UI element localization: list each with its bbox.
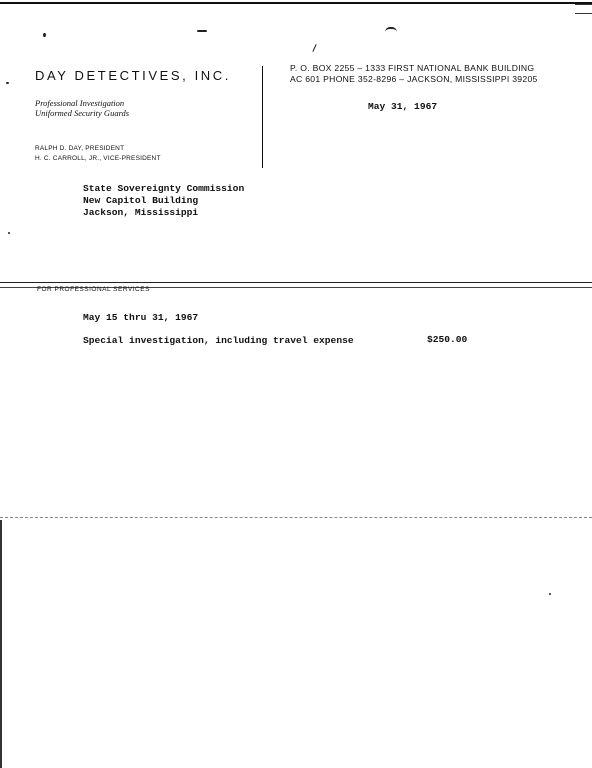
scan-fold-rule — [0, 517, 592, 518]
billing-period: May 15 thru 31, 1967 — [83, 312, 199, 323]
scan-left-edge — [0, 520, 2, 768]
address-line: P. O. BOX 2255 – 1333 FIRST NATIONAL BANK BUILDING — [290, 63, 535, 73]
scan-speck — [197, 30, 207, 32]
line-item-description: Special investigation, including travel expense — [83, 335, 354, 346]
scan-speck — [312, 44, 316, 52]
recipient-name: State Sovereignty Commission — [83, 183, 245, 194]
company-name: DAY DETECTIVES, INC. — [35, 68, 231, 83]
tagline-investigation: Professional Investigation — [35, 98, 125, 108]
scan-speck — [43, 33, 46, 37]
header-divider — [262, 66, 263, 168]
scan-corner-mark — [575, 4, 592, 14]
services-label: FOR PROFESSIONAL SERVICES — [37, 286, 150, 293]
line-item-amount: $250.00 — [427, 334, 468, 345]
officer-president: RALPH D. DAY, PRESIDENT — [35, 145, 125, 152]
scan-speck — [385, 27, 397, 32]
recipient-city: Jackson, Mississippi — [83, 207, 199, 218]
invoice-date: May 31, 1967 — [368, 101, 438, 112]
tagline-security: Uniformed Security Guards — [35, 108, 130, 118]
scan-speck — [549, 593, 551, 595]
scan-speck — [8, 232, 10, 234]
phone-line: AC 601 PHONE 352-8296 – JACKSON, MISSISSIPPI 39205 — [290, 74, 538, 84]
scan-top-edge — [0, 2, 592, 4]
section-divider — [0, 282, 592, 283]
officer-vice-president: H. C. CARROLL, JR., VICE-PRESIDENT — [35, 155, 161, 162]
recipient-building: New Capitol Building — [83, 195, 199, 206]
scan-speck — [6, 82, 9, 84]
